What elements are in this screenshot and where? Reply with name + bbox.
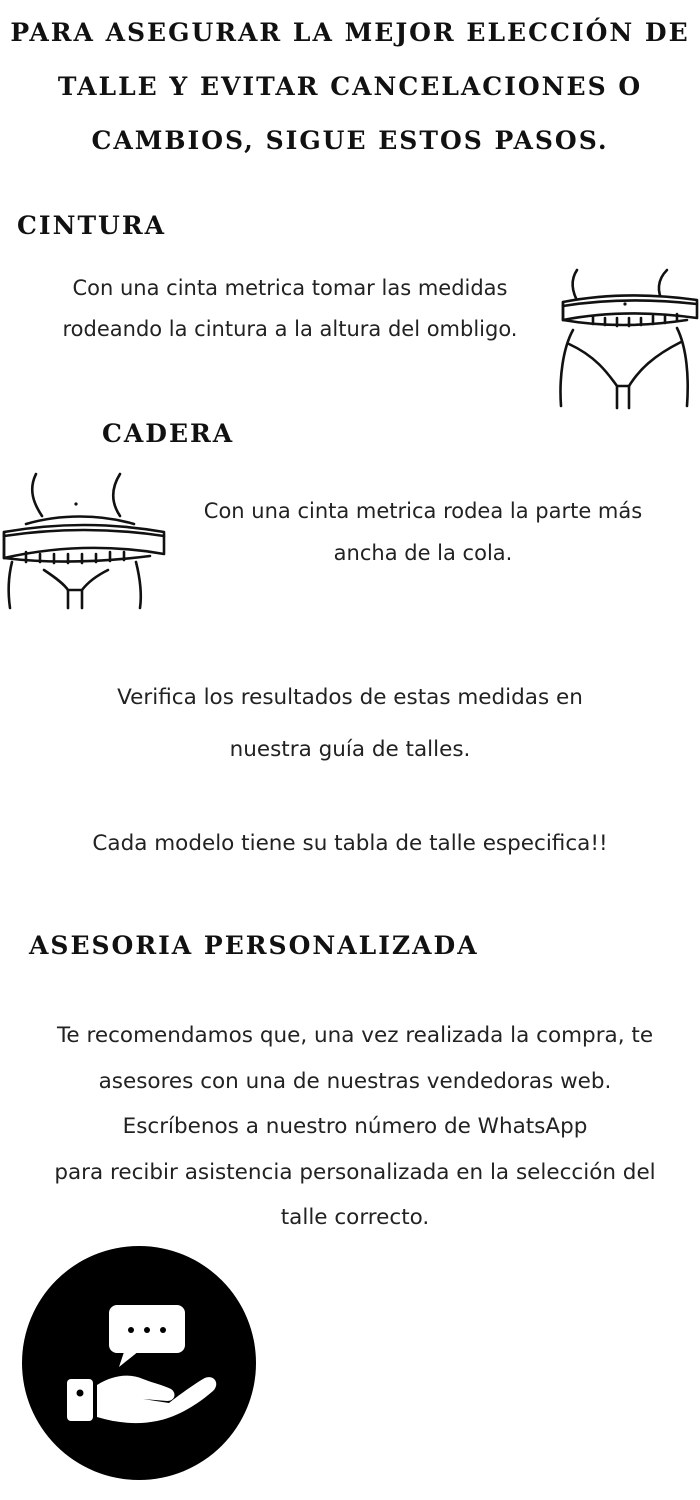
cadera-text-line-1: Con una cinta metrica rodea la parte más — [203, 499, 643, 523]
cintura-text-line-1: Con una cinta metrica tomar las medidas — [72, 276, 508, 300]
title-line-1: PARA ASEGURAR LA MEJOR ELECCIÓN DE — [10, 18, 690, 47]
asesoria-line-1: Te recomendamos que, una vez realizada la compra, te — [56, 1023, 654, 1048]
hip-measure-icon — [0, 470, 172, 610]
asesoria-line-4: para recibir asistencia personalizada en la selección del — [54, 1159, 656, 1185]
asesoria-line-2: asesores con una de nuestras vendedoras web. — [98, 1068, 612, 1094]
title-line-2: TALLE Y EVITAR CANCELACIONES O — [57, 72, 643, 101]
cadera-instructions — [172, 490, 674, 574]
cintura-text-line-2: rodeando la cintura a la altura del ombligo. — [62, 317, 518, 341]
waist-measure-icon — [555, 268, 700, 410]
asesoria-line-3: Escríbenos a nuestro número de WhatsApp — [122, 1114, 588, 1139]
size-table-note: Cada modelo tiene su tabla de talle especifica!! — [92, 831, 608, 856]
cadera-text-line-2: ancha de la cola. — [333, 541, 513, 565]
cintura-instructions — [20, 268, 560, 350]
title-line-3: CAMBIOS, SIGUE ESTOS PASOS. — [91, 126, 609, 155]
asesoria-line-5: talle correcto. — [280, 1205, 430, 1230]
cintura-heading: CINTURA — [17, 211, 167, 240]
asesoria-heading: ASESORIA PERSONALIZADA — [29, 931, 479, 960]
verifica-line-2: nuestra guía de talles. — [229, 737, 471, 762]
verifica-paragraph — [0, 672, 700, 776]
cadera-heading: CADERA — [102, 419, 235, 448]
verifica-line-1: Verifica los resultados de estas medidas en — [117, 685, 583, 710]
chat-support-hand-icon — [21, 1245, 257, 1481]
asesoria-paragraph — [0, 1013, 700, 1241]
page-title — [0, 6, 700, 168]
